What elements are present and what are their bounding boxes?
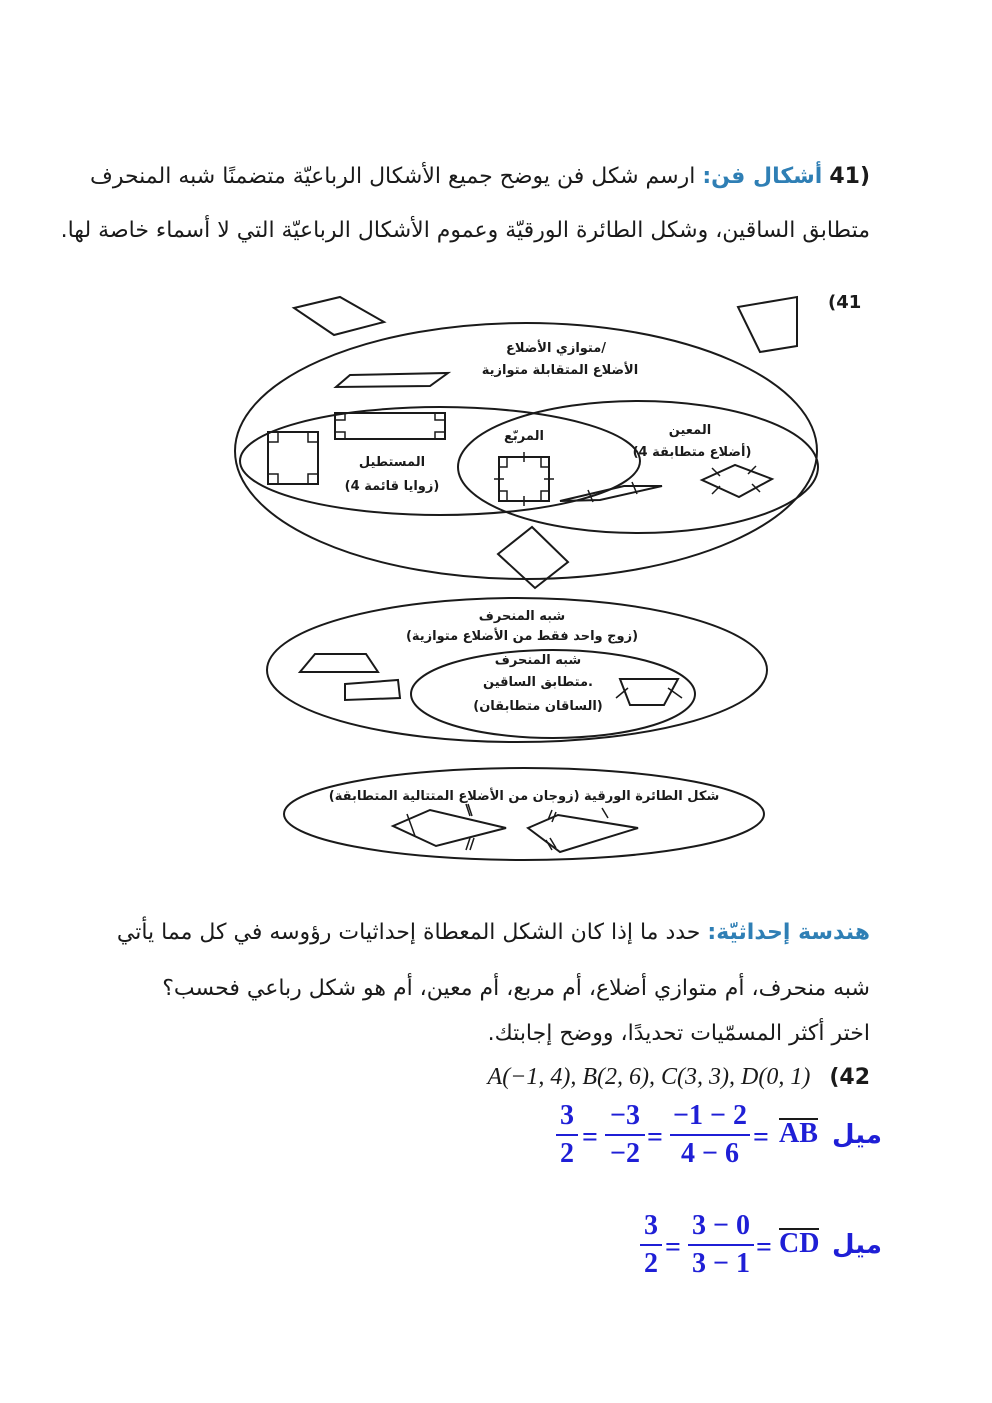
question-41-line-1 [90,163,870,191]
kite-shape [393,810,506,846]
parallelogram-title: متوازي الأضلاع/ [505,341,607,356]
square-label: المربّع [504,429,544,444]
question-number: (41 [829,164,870,189]
equals-sign: = [582,1122,598,1153]
isosceles-line-1: شبه المنحرف [494,653,582,668]
rectangle-shape [335,413,445,439]
rhombus-subtitle: (4 أضلاع متطابقة) [632,445,752,460]
answer-41-label: (41 [828,292,862,313]
quadrilateral-shape [738,297,797,352]
question-heading: أشكال فن: [702,164,823,189]
rectangle-shape [268,432,318,484]
slope-cd-fraction-2: 3 2 [640,1210,662,1280]
trapezoid-subtitle: (زوج واحد فقط من الأضلاع متوازية) [405,629,639,644]
isosceles-line-2: متطابق الساقين. [483,675,593,690]
question-41-line-2: متطابق الساقين، وشكل الطائرة الورقيّة وعموم الأشكال الرباعيّة التي لا أسماء خاصة لها. [60,218,870,243]
slope-ab-fraction-1: −1 − 2 4 − 6 [670,1100,750,1170]
slope-ab-label: ميل [832,1120,882,1150]
trapezoid-shape [345,680,400,700]
equals-sign: = [647,1122,663,1153]
question-text: ارسم شكل فن يوضح جميع الأشكال الرباعيّة متضمنًا شبه المنحرف [90,164,696,189]
coord-line-3: اختر أكثر المسمّيات تحديدًا، ووضح إجابتك. [487,1021,870,1046]
rhombus-label: المعين [668,423,712,438]
kite-set [284,768,764,860]
trapezoid-title: شبه المنحرف [478,609,566,624]
parallelogram-shape [336,373,448,387]
section-text: حدد ما إذا كان الشكل المعطاة إحداثيات رؤوسه في كل مما يأتي [116,920,701,945]
rectangle-label: المستطيل [358,455,426,470]
coord-line-2: شبه منحرف، أم متوازي أضلاع، أم مربع، أم معين، أم هو شكل رباعي فحسب؟ [162,976,870,1001]
segment-ab: AB [779,1118,818,1149]
isosceles-trapezoid-shape [620,679,678,705]
trapezoid-shape [300,654,378,672]
slope-cd-fraction-1: 3 − 0 3 − 1 [688,1210,754,1280]
slope-ab-fraction-2: −3 −2 [605,1100,645,1170]
segment-cd: CD [779,1228,820,1259]
slope-cd-label: ميل [832,1230,882,1260]
equals-sign: = [753,1122,769,1153]
rhombus-shape [560,486,662,501]
rectangle-subtitle: (4 زوايا قائمة) [344,479,440,494]
venn-diagram [0,280,992,870]
parallelogram-subtitle: الأضلاع المتقابلة متوازية [481,363,639,378]
rhombus-shape [702,465,772,497]
section-heading: هندسة إحداثيّة: [707,920,870,945]
equals-sign: = [665,1232,681,1263]
kite-shape [528,815,638,852]
question-number-42: (42 [829,1065,870,1090]
question-42-line [488,1064,870,1091]
quadrilateral-shape [294,297,384,335]
slope-ab-fraction-3: 3 2 [556,1100,578,1170]
equals-sign: = [756,1232,772,1263]
coord-line-1 [117,919,870,947]
kite-label: شكل الطائرة الورقية (زوجان من الأضلاع المتتالية المتطابقة) [328,789,720,804]
rectangle-set [240,407,640,515]
vertex-coordinates: A(−1, 4), B(2, 6), C(3, 3), D(0, 1) [487,1064,811,1090]
isosceles-subtitle: (الساقان متطابقان) [473,699,603,714]
